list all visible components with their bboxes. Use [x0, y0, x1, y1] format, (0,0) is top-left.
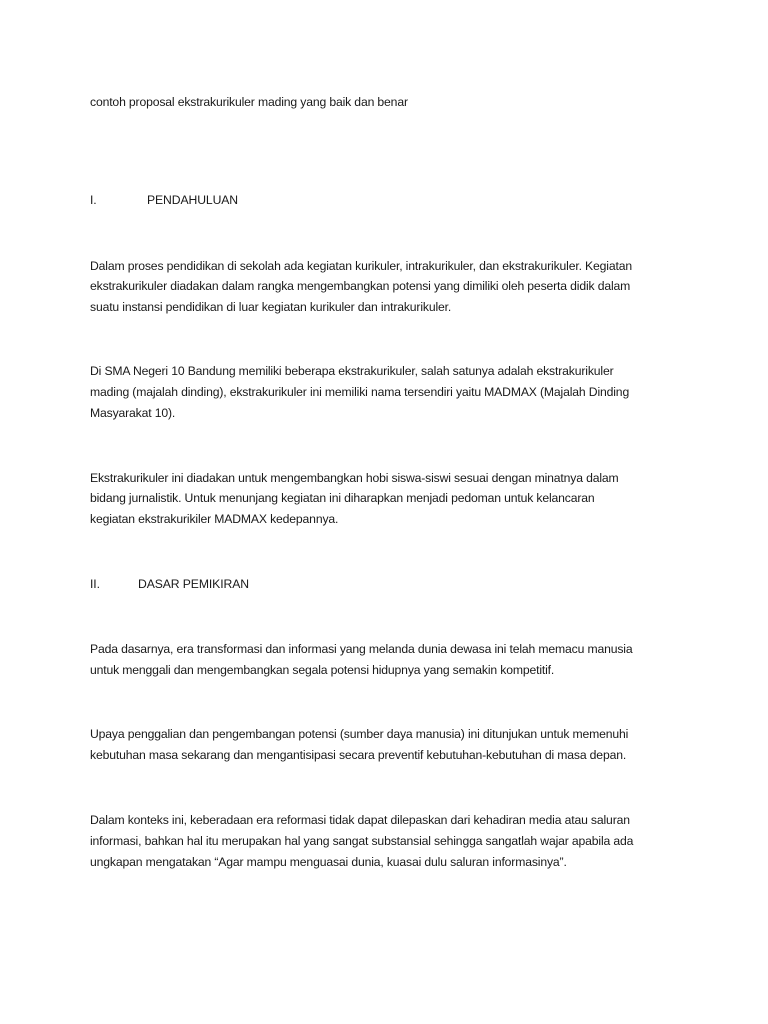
section-2-paragraph-3-line-3: ungkapan mengatakan “Agar mampu menguasai dunia, kuasai dulu saluran informasinya”.: [90, 855, 567, 869]
section-2-paragraph-3-line-2: informasi, bahkan hal itu merupakan hal yang sangat substansial sehingga sangatlah wajar apabila ada: [90, 834, 634, 848]
section-1-paragraph-3-line-2: bidang jurnalistik. Untuk menunjang kegiatan ini diharapkan menjadi pedoman untuk kelancaran: [90, 491, 595, 505]
section-2-paragraph-2-line-1: Upaya penggalian dan pengembangan potensi (sumber daya manusia) ini ditunjukan untuk memenuhi: [90, 727, 629, 741]
section-1-paragraph-3-line-3: kegiatan ekstrakurikiler MADMAX kedepannya.: [90, 512, 339, 526]
section-1-paragraph-3-line-1: Ekstrakurikuler ini diadakan untuk mengembangkan hobi siswa-siswi sesuai dengan minatnya dalam: [90, 471, 619, 485]
section-1-paragraph-2-line-2: mading (majalah dinding), ekstrakurikuler ini memiliki nama tersendiri yaitu MADMAX (Majalah Dinding: [90, 385, 630, 399]
section-1-paragraph-1-line-3: suatu instansi pendidikan di luar kegiatan kurikuler dan intrakurikuler.: [90, 300, 452, 314]
section-1-paragraph-2-line-1: Di SMA Negeri 10 Bandung memiliki beberapa ekstrakurikuler, salah satunya adalah ekstrakurikuler: [90, 364, 614, 378]
section-1-heading: PENDAHULUAN: [147, 193, 239, 207]
section-2-paragraph-1-line-2: untuk menggali dan mengembangkan segala potensi hidupnya yang semakin kompetitif.: [90, 663, 555, 677]
section-2-heading: DASAR PEMIKIRAN: [138, 577, 249, 591]
section-1-paragraph-2-line-3: Masyarakat 10).: [90, 406, 176, 420]
section-2-number: II.: [90, 577, 100, 591]
section-2-paragraph-1-line-1: Pada dasarnya, era transformasi dan informasi yang melanda dunia dewasa ini telah memacu manusia: [90, 642, 633, 656]
section-2-paragraph-3-line-1: Dalam konteks ini, keberadaan era reformasi tidak dapat dilepaskan dari kehadiran media atau saluran: [90, 813, 630, 827]
section-1-paragraph-1-line-2: ekstrakurikuler diadakan dalam rangka mengembangkan potensi yang dimiliki oleh peserta didik dalam: [90, 279, 631, 293]
section-2-paragraph-2-line-2: kebutuhan masa sekarang dan mengantisipasi secara preventif kebutuhan-kebutuhan di masa depan.: [90, 748, 627, 762]
section-1-number: I.: [90, 193, 97, 207]
document-title: contoh proposal ekstrakurikuler mading yang baik dan benar: [90, 95, 408, 109]
section-1-paragraph-1-line-1: Dalam proses pendidikan di sekolah ada kegiatan kurikuler, intrakurikuler, dan ekstrakurikuler. Kegiatan: [90, 259, 632, 273]
